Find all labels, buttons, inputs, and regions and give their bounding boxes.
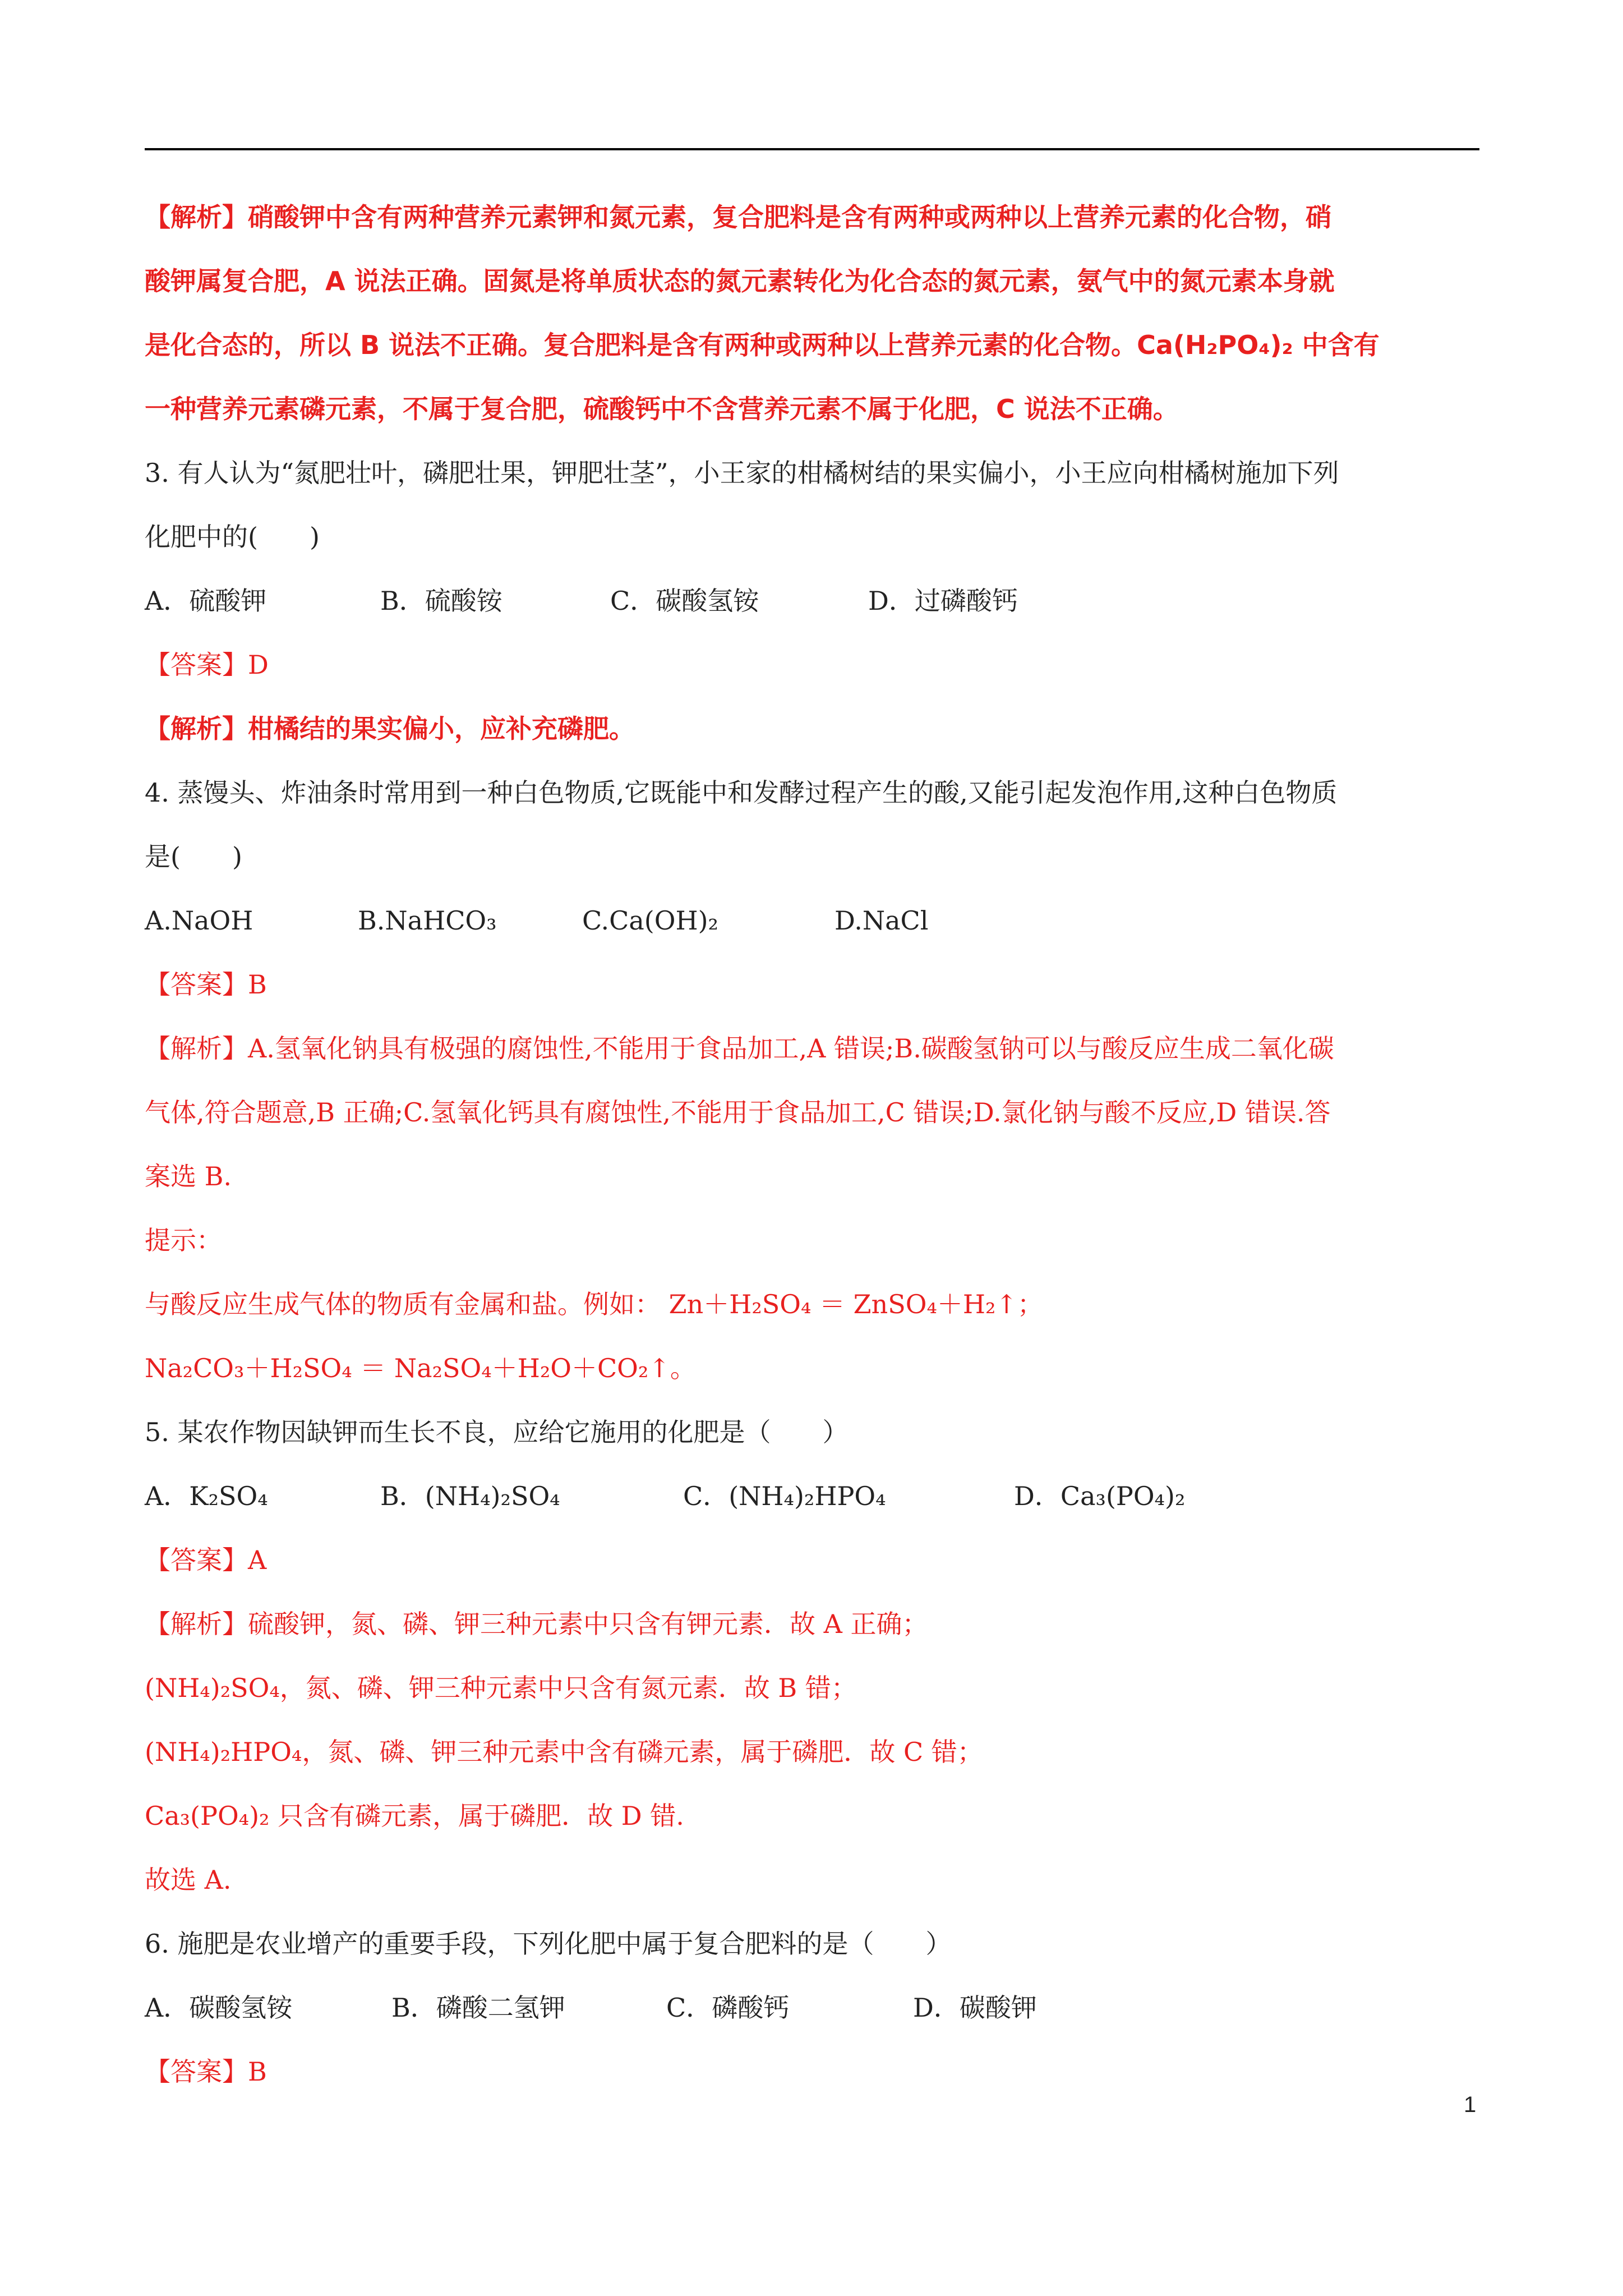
option-d: D.NaCl [834, 905, 929, 936]
option-b: B．磷酸二氢钾 [391, 1993, 565, 2023]
tip-line: 与酸反应生成气体的物质有金属和盐。例如： Zn＋H₂SO₄ ＝ ZnSO₄＋H₂↑； [145, 1289, 1044, 1319]
answer-line [145, 1528, 1491, 1592]
option-c: C.Ca(OH)₂ [582, 905, 718, 936]
answer-value: B [248, 2056, 267, 2087]
option-a: A．K₂SO₄ [145, 1481, 268, 1511]
option-d: D．碳酸钾 [913, 1993, 1037, 2023]
question-stem: 化肥中的( ) [145, 522, 320, 552]
analysis-line: 【解析】A.氢氧化钠具有极强的腐蚀性,不能用于食品加工,A 错误;B.碳酸氢钠可以与酸反应生成二氧化碳 [145, 1033, 1334, 1064]
page-number: 1 [1464, 2092, 1477, 2117]
option-a: A.NaOH [145, 905, 253, 936]
option-a: A．硫酸钾 [145, 586, 267, 616]
option-row [145, 889, 1491, 953]
option-a: A．碳酸氢铵 [145, 1993, 293, 2023]
option-row [145, 569, 1491, 633]
option-d: D．过磷酸钙 [868, 586, 1018, 616]
option-b: B．硫酸铵 [380, 586, 502, 616]
question-stem: 5. 某农作物因缺钾而生长不良，应给它施用的化肥是（ ） [145, 1417, 849, 1447]
option-row [145, 1464, 1491, 1528]
answer-line [145, 953, 1491, 1016]
question-stem: 4. 蒸馒头、炸油条时常用到一种白色物质,它既能中和发酵过程产生的酸,又能引起发泡作用,这种白色物质 [145, 777, 1338, 808]
answer-tag: 【答案】 [145, 969, 248, 1000]
option-d: D．Ca₃(PO₄)₂ [1014, 1481, 1186, 1511]
option-c: C．磷酸钙 [666, 1993, 790, 2023]
analysis-tag: 【解析】 [145, 714, 248, 744]
answer-line [145, 633, 1491, 697]
answer-tag: 【答案】 [145, 1545, 248, 1575]
analysis-line: 【解析】硫酸钾，氮、磷、钾三种元素中只含有钾元素．故 A 正确； [145, 1609, 928, 1639]
analysis-line: 案选 B. [145, 1161, 232, 1191]
option-b: B．(NH₄)₂SO₄ [380, 1481, 560, 1511]
analysis-line: Ca₃(PO₄)₂ 只含有磷元素，属于磷肥．故 D 错. [145, 1801, 684, 1831]
analysis-line: (NH₄)₂SO₄，氮、磷、钾三种元素中只含有氮元素．故 B 错； [145, 1673, 857, 1703]
analysis-line: 【解析】硝酸钾中含有两种营养元素钾和氮元素，复合肥料是含有两种或两种以上营养元素的化合物，硝 [145, 202, 1331, 232]
question-stem: 6. 施肥是农业增产的重要手段，下列化肥中属于复合肥料的是（ ） [145, 1929, 952, 1959]
answer-line [145, 2040, 1491, 2104]
analysis-text: 柑橘结的果实偏小，应补充磷肥。 [248, 714, 635, 744]
analysis-line: (NH₄)₂HPO₄，氮、磷、钾三种元素中含有磷元素，属于磷肥．故 C 错； [145, 1737, 983, 1767]
analysis-line: 酸钾属复合肥，A 说法正确。固氮是将单质状态的氮元素转化为化合态的氮元素，氨气中的氮元素本身就 [145, 266, 1335, 296]
answer-value: A [248, 1545, 267, 1575]
analysis-line: 故选 A. [145, 1865, 232, 1895]
option-row [145, 1976, 1491, 2040]
tip-title: 提示： [145, 1225, 222, 1255]
document-body [145, 185, 1491, 2104]
answer-value: B [248, 969, 267, 1000]
answer-tag: 【答案】 [145, 650, 248, 680]
question-stem: 3. 有人认为“氮肥壮叶，磷肥壮果，钾肥壮茎”，小王家的柑橘树结的果实偏小，小王应向柑橘树施加下列 [145, 458, 1339, 488]
analysis-line [145, 697, 1491, 761]
option-c: C．碳酸氢铵 [610, 586, 759, 616]
option-b: B.NaHCO₃ [358, 905, 497, 936]
question-stem: 是( ) [145, 841, 242, 872]
option-c: C．(NH₄)₂HPO₄ [683, 1481, 886, 1511]
analysis-line: 气体,符合题意,B 正确;C.氢氧化钙具有腐蚀性,不能用于食品加工,C 错误;D.氯化钠与酸不反应,D 错误.答 [145, 1097, 1331, 1128]
answer-tag: 【答案】 [145, 2056, 248, 2087]
tip-line: Na₂CO₃＋H₂SO₄ ＝ Na₂SO₄＋H₂O＋CO₂↑。 [145, 1353, 696, 1383]
header-rule [145, 148, 1479, 150]
analysis-line: 一种营养元素磷元素，不属于复合肥，硫酸钙中不含营养元素不属于化肥，C 说法不正确。 [145, 394, 1179, 424]
analysis-line: 是化合态的，所以 B 说法不正确。复合肥料是含有两种或两种以上营养元素的化合物。Ca(H₂PO₄)₂ 中含有 [145, 330, 1380, 360]
answer-value: D [248, 650, 269, 680]
